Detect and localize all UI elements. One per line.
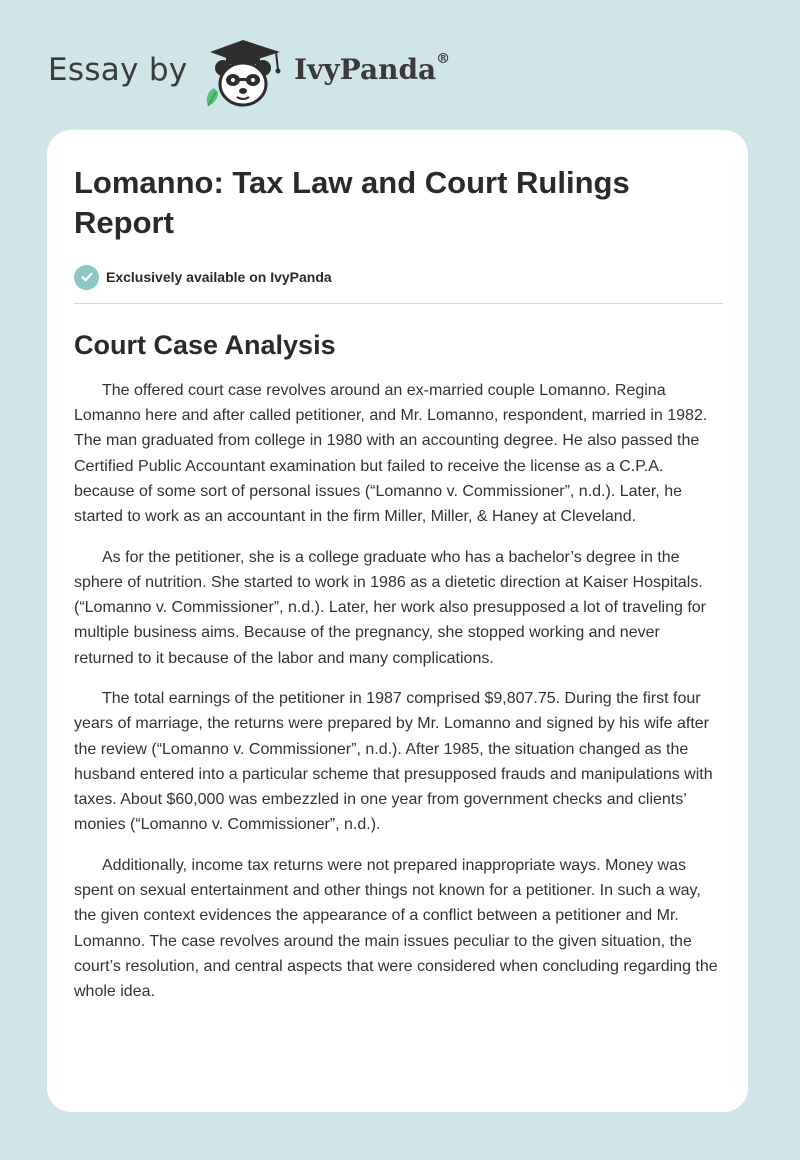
registered-mark: ® xyxy=(436,51,451,67)
paragraph: The offered court case revolves around an ex-married couple Lomanno. Regina Lomanno here and after called petitioner, and Mr. Lomanno, respondent, married in 1982. The man graduated from college in 1980 with an accounting degree. He also passed the Certified Public Accountant examination but failed to receive the license as a C.P.A. because of some sort of personal issues (“Lomanno v. Commissioner”, n.d.). Later, he started to work as an accountant in the firm Miller, Miller, & Haney at Cleveland. xyxy=(74,382,708,526)
site-header xyxy=(0,0,800,120)
page-title: Lomanno: Tax Law and Court Rulings Report xyxy=(74,165,630,240)
article-body xyxy=(74,378,723,1004)
badge-label: Exclusively available on IvyPanda xyxy=(106,269,332,285)
brand-text: IvyPanda xyxy=(294,53,437,86)
essay-by-label: Essay by xyxy=(48,52,188,88)
panda-graduate-logo-icon[interactable] xyxy=(200,38,286,110)
paragraph: Additionally, income tax returns were not prepared inappropriate ways. Money was spent on sexual entertainment and other things not known for a petitioner. In such a way, the given context evidences the appearance of a conflict between a petitioner and Mr. Lomanno. The case revolves around the main issues peculiar to the given situation, the court’s resolution, and central aspects that were considered when concluding regarding the whole idea. xyxy=(74,856,718,1000)
ivypanda-brand-name[interactable] xyxy=(294,53,450,86)
check-circle-icon xyxy=(74,265,99,290)
divider xyxy=(74,303,723,304)
section-heading: Court Case Analysis xyxy=(74,330,336,360)
exclusive-badge xyxy=(74,263,723,291)
paragraph: As for the petitioner, she is a college graduate who has a bachelor’s degree in the sphere of nutrition. She started to work in 1986 as a dietetic direction at Kaiser Hospitals. (“Lomanno v. Commissioner”, n.d.). Later, her work also presupposed a lot of traveling for multiple business aims. Because of the pregnancy, she stopped working and never returned to it because of the labor and many complications. xyxy=(74,548,706,667)
essay-card xyxy=(47,130,748,1112)
paragraph: The total earnings of the petitioner in 1987 comprised $9,807.75. During the first four years of marriage, the returns were prepared by Mr. Lomanno and signed by his wife after the review (“Lomanno v. Commissioner”, n.d.). After 1985, the situation changed as the husband entered into a particular scheme that presupposed frauds and manipulations with taxes. About $60,000 was embezzled in one year from government checks and clients’ monies (“Lomanno v. Commissioner”, n.d.). xyxy=(74,690,713,834)
essay-content xyxy=(74,163,723,1020)
